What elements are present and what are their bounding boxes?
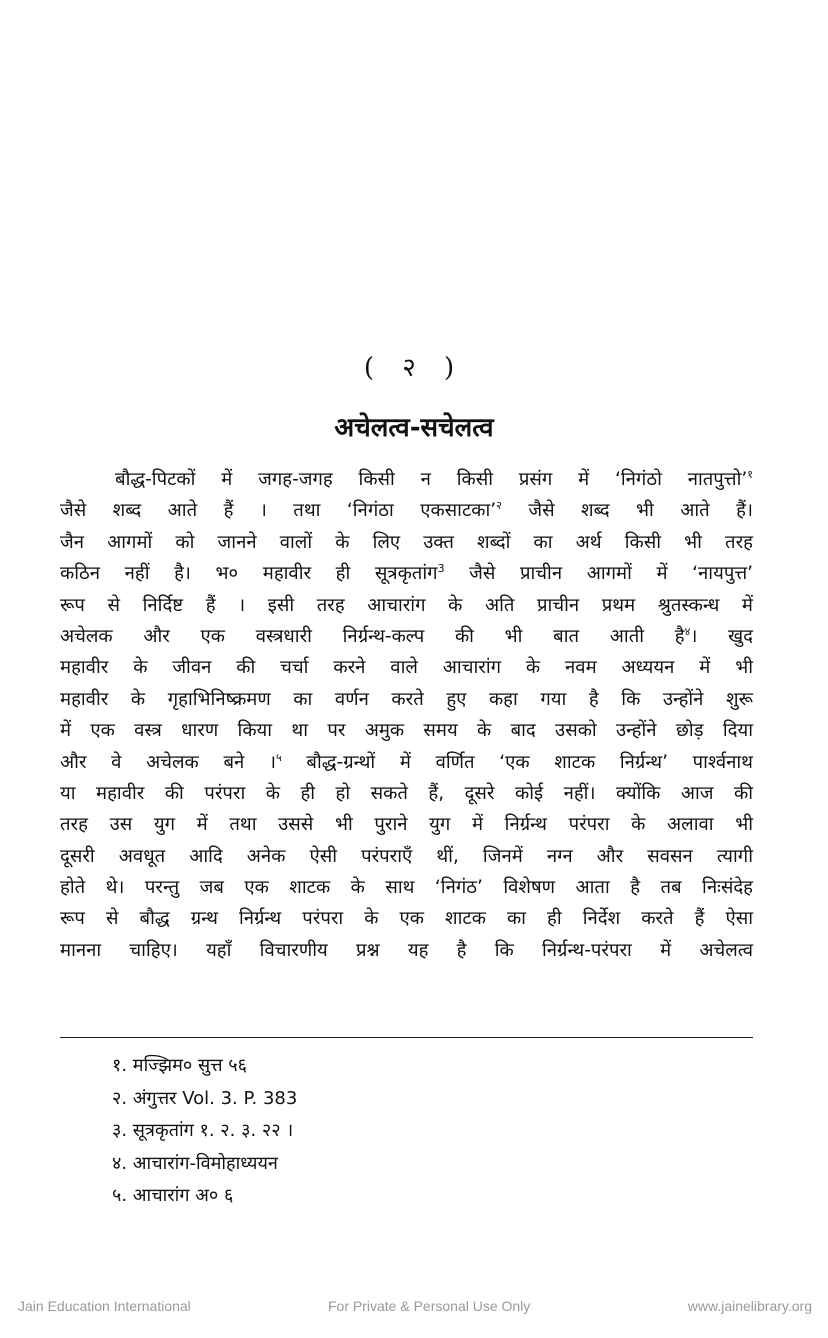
text-line: जैसे शब्द आते हैं । तथा ‘निगंठा एकसाटका’$^२$ जैसे शब्द भी आते हैं। <box>60 499 753 522</box>
footnotes <box>112 1050 297 1213</box>
footnote-ref[interactable]: १ <box>747 467 753 481</box>
page-footer <box>0 1298 828 1318</box>
footer-usage-notice: For Private & Personal Use Only <box>328 1298 531 1314</box>
page-number: ( २ ) <box>363 353 465 383</box>
text-line: रूप से निर्दिष्ट हैं । इसी तरह आचारांग के अति प्राचीन प्रथम श्रुतस्कन्ध में <box>60 594 753 616</box>
footer-website-link[interactable]: www.jainelibrary.org <box>687 1298 812 1314</box>
footnote-ref[interactable]: २ <box>496 499 502 513</box>
text-line: जैन आगमों को जानने वालों के लिए उक्त शब्दों का अर्थ किसी भी तरह <box>60 531 753 553</box>
body-paragraph <box>60 464 753 966</box>
footer-publisher: Jain Education International <box>18 1298 191 1314</box>
text-line: और वे अचेलक बने ।$^५$ बौद्ध-ग्रन्थों में वर्णित ‘एक शाटक निर्ग्रन्थ’ पार्श्वनाथ <box>60 750 753 773</box>
footnote-4: ४. आचारांग-विमोहाध्ययन <box>112 1152 278 1174</box>
chapter-title: अचेलत्व-सचेलत्व <box>334 413 494 443</box>
text-line: में एक वस्त्र धारण किया था पर अमुक समय के बाद उसको उन्होंने छोड़ दिया <box>60 720 753 742</box>
text-line: महावीर के जीवन की चर्चा करने वाले आचारांग के नवम अध्ययन में भी <box>60 657 753 679</box>
footnote-3: ३. सूत्रकृतांग १. २. ३. २२ । <box>112 1120 294 1141</box>
text-line: होते थे। परन्तु जब एक शाटक के साथ ‘निगंठ’ विशेषण आता है तब निःसंदेह <box>60 877 753 899</box>
text-line: तरह उस युग में तथा उससे भी पुराने युग में निर्ग्रन्थ परंपरा के अलावा भी <box>60 814 753 836</box>
text-line: मानना चाहिए। यहाँ विचारणीय प्रश्न यह है कि निर्ग्रन्थ-परंपरा में अचेलत्व <box>60 939 753 961</box>
text-line: अचेलक और एक वस्त्रधारी निर्ग्रन्थ-कल्प की भी बात आती है$^४$। खुद <box>60 624 753 647</box>
footnote-ref[interactable]: ४ <box>684 624 691 638</box>
footnote-2: २. अंगुत्तर Vol. 3. P. 383 <box>112 1087 298 1109</box>
text-line: रूप से बौद्ध ग्रन्थ निर्ग्रन्थ परंपरा के एक शाटक का ही निर्देश करते हैं ऐसा <box>60 908 753 930</box>
text-line: महावीर के गृहाभिनिष्क्रमण का वर्णन करते हुए कहा गया है कि उन्होंने शुरू <box>60 688 753 710</box>
footnote-divider <box>60 1037 753 1038</box>
footnote-ref[interactable]: ५ <box>275 750 282 764</box>
footnote-5: ५. आचारांग अ० ६ <box>112 1185 234 1206</box>
footnote-ref[interactable]: 3 <box>437 562 445 576</box>
footnote-1: १. मज्झिम० सुत्त ५६ <box>112 1055 248 1076</box>
text-line: दूसरी अवधूत आदि अनेक ऐसी परंपराएँ थीं, जिनमें नग्न और सवसन त्यागी <box>60 845 753 867</box>
text-line: बौद्ध-पिटकों में जगह-जगह किसी न किसी प्रसंग में ‘निगंठो नातपुत्तो’$^१$ <box>115 467 753 490</box>
text-line: या महावीर की परंपरा के ही हो सकते हैं, दूसरे कोई नहीं। क्योंकि आज की <box>60 782 753 804</box>
text-line: कठिन नहीं है। भ० महावीर ही सूत्रकृतांग$^3$ जैसे प्राचीन आगमों में ‘नायपुत्त’ <box>60 562 753 585</box>
